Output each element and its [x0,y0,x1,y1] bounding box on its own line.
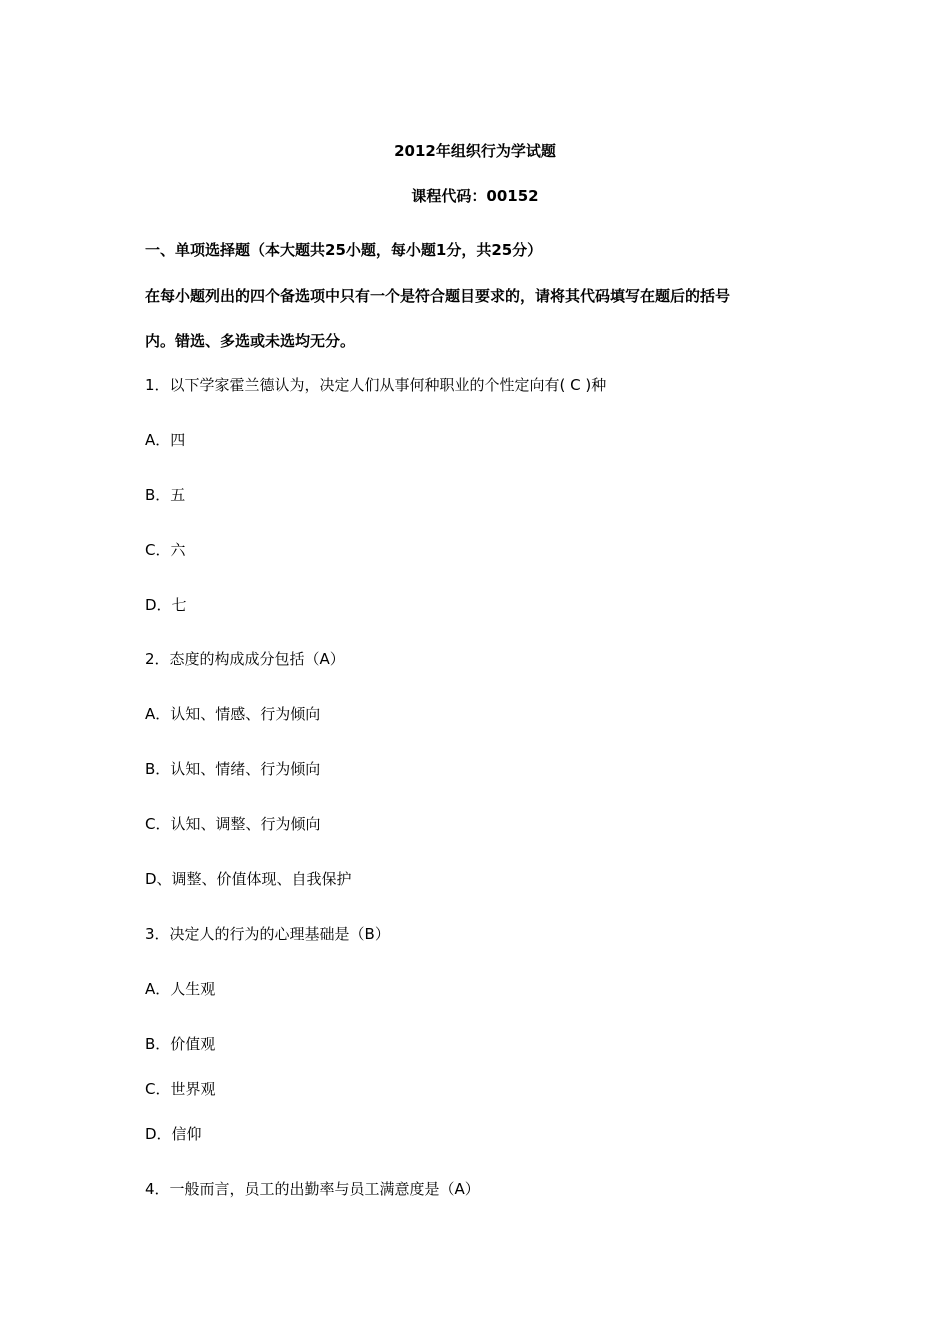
question-option: A．四 [145,431,186,449]
question-option: B．认知、情绪、行为倾向 [145,760,321,778]
question-option: D、调整、价值体现、自我保护 [145,870,352,888]
document-title: 2012年组织行为学试题 [394,142,556,160]
question-option: D．信仰 [145,1125,202,1143]
question-option: B．价值观 [145,1035,216,1053]
section-instruction-line-2: 内。错选、多选或未选均无分。 [145,332,356,350]
section-heading: 一、单项选择题（本大题共25小题，每小题1分，共25分） [145,241,543,259]
question-option: C．世界观 [145,1080,216,1098]
course-code: 课程代码：00152 [411,187,539,205]
question-option: C．六 [145,541,186,559]
question-option: A．认知、情感、行为倾向 [145,705,321,723]
question-stem: 1．以下学家霍兰德认为，决定人们从事何种职业的个性定向有( C )种 [145,376,607,394]
question-option: D．七 [145,596,187,614]
section-instruction-line-1: 在每小题列出的四个备选项中只有一个是符合题目要求的，请将其代码填写在题后的括号 [145,287,731,305]
question-stem: 2．态度的构成成分包括（A） [145,650,345,668]
question-stem: 4．一般而言，员工的出勤率与员工满意度是（A） [145,1180,480,1198]
question-stem: 3．决定人的行为的心理基础是（B） [145,925,390,943]
question-option: C．认知、调整、行为倾向 [145,815,321,833]
question-option: B．五 [145,486,186,504]
question-option: A．人生观 [145,980,216,998]
